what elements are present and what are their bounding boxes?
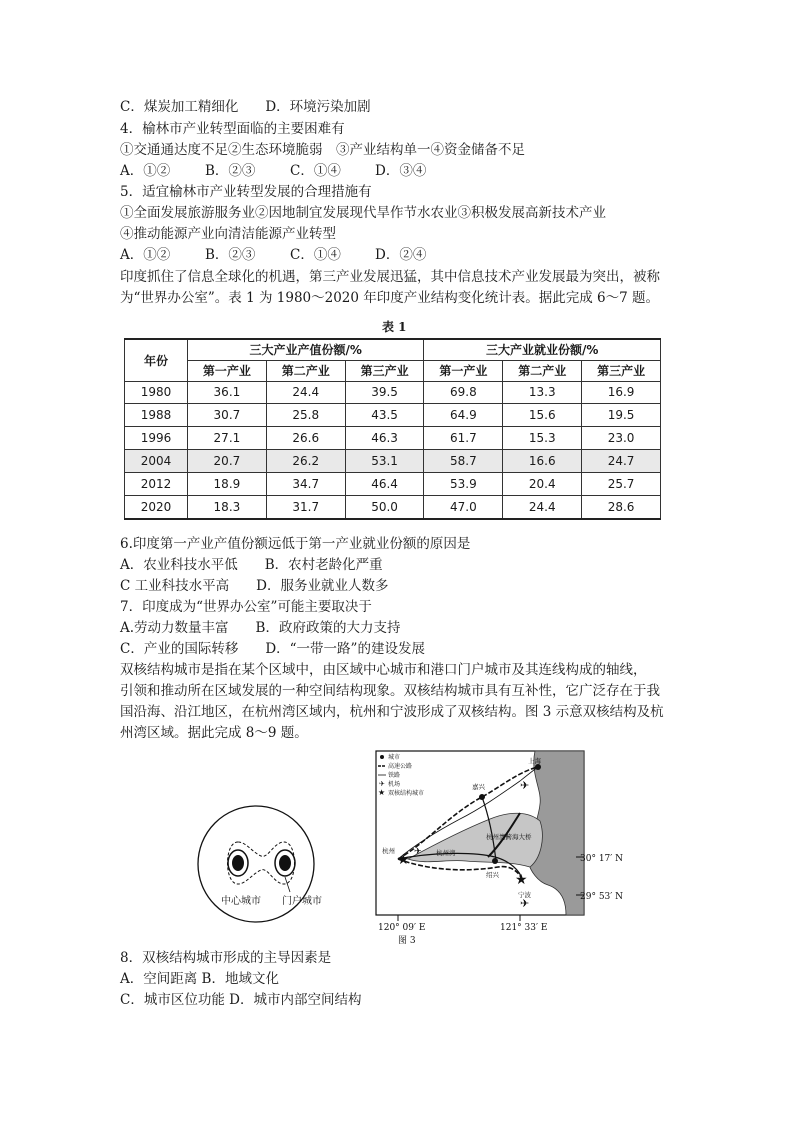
table-cell: 19.5 <box>582 404 661 427</box>
table-cell: 1980 <box>125 381 188 404</box>
double-core-diagram <box>186 800 336 925</box>
lat-bottom: 29° 53′ N <box>580 892 624 902</box>
table-cell: 23.0 <box>582 427 661 450</box>
table-cell: 15.6 <box>503 404 582 427</box>
q6-options-line2: C 工业科技水平高 D．服务业就业人数多 <box>120 578 389 594</box>
table-cell: 18.9 <box>188 472 267 495</box>
q7-options-line2: C．产业的国际转移 D．“一带一路”的建设发展 <box>120 641 425 657</box>
lon-left: 120° 09′ E <box>378 923 426 933</box>
svg-text:✈: ✈ <box>520 779 530 792</box>
legend-airport: 机场 <box>388 781 401 788</box>
table-cell: 26.2 <box>266 450 345 473</box>
table-cell: 64.9 <box>424 404 503 427</box>
table-row <box>125 404 661 427</box>
intro-6-7-line1: 印度抓住了信息全球化的机遇，第三产业发展迅猛，其中信息技术产业发展最为突出，被称 <box>120 269 660 285</box>
table-cell: 24.4 <box>503 495 582 519</box>
table-cell: 16.9 <box>582 381 661 404</box>
q7-options-line1: A.劳动力数量丰富 B．政府政策的大力支持 <box>120 620 401 636</box>
sub-header: 第三产业 <box>345 360 424 381</box>
table-row <box>125 427 661 450</box>
q5-items-line2: ④推动能源产业向清洁能源产业转型 <box>120 226 336 242</box>
table-cell: 46.3 <box>345 427 424 450</box>
star-icon: ★ <box>378 788 386 797</box>
table-cell: 1996 <box>125 427 188 450</box>
q4-option-b: B．②③ <box>205 163 256 179</box>
table-cell: 2012 <box>125 472 188 495</box>
svg-text:✈: ✈ <box>414 847 422 857</box>
table-cell: 1988 <box>125 404 188 427</box>
table-cell: 28.6 <box>582 495 661 519</box>
legend-highway: 高速公路 <box>388 763 413 770</box>
table-cell: 26.6 <box>266 427 345 450</box>
table-cell: 61.7 <box>424 427 503 450</box>
table-row <box>125 450 661 473</box>
table-cell: 25.7 <box>582 472 661 495</box>
sub-header: 第二产业 <box>503 360 582 381</box>
table-row <box>125 381 661 404</box>
table-cell: 30.7 <box>188 404 267 427</box>
q5-stem: 5．适宜榆林市产业转型发展的合理措施有 <box>120 184 372 200</box>
lon-right: 121° 33′ E <box>500 923 548 933</box>
label-jiaxing: 嘉兴 <box>472 783 485 791</box>
legend-city: 城市 <box>388 754 401 761</box>
q4-items: ①交通通达度不足②生态环境脆弱 ③产业结构单一④资金储备不足 <box>120 142 525 158</box>
output-share-header: 三大产业产值份额/% <box>188 339 424 360</box>
q5-option-d: D．②④ <box>375 247 427 263</box>
employment-share-header: 三大产业就业份额/% <box>424 339 661 360</box>
intro-8-9-line3: 国沿海、沿江地区，在杭州湾区域内，杭州和宁波形成了双核结构。图 3 示意双核结构及杭 <box>120 704 664 720</box>
table-cell: 20.7 <box>188 450 267 473</box>
q5-items-line1: ①全面发展旅游服务业②因地制宜发展现代旱作节水农业③积极发展高新技术产业 <box>120 205 606 221</box>
label-bridge: 杭州湾跨海大桥 <box>486 833 532 841</box>
q5-option-a: A．①② <box>120 247 171 263</box>
sub-header: 第三产业 <box>582 360 661 381</box>
table-cell: 34.7 <box>266 472 345 495</box>
legend-double-core: 双核结构城市 <box>388 790 425 797</box>
svg-text:★: ★ <box>515 872 528 888</box>
q4-option-a: A．①② <box>120 163 171 179</box>
table-row <box>125 495 661 519</box>
table-cell: 20.4 <box>503 472 582 495</box>
q4-stem: 4．榆林市产业转型面临的主要困难有 <box>120 121 345 137</box>
intro-6-7-line2: 为“世界办公室”。表 1 为 1980～2020 年印度产业结构变化统计表。据此完成 6～7 题。 <box>120 290 660 306</box>
label-hangzhou-bay: 杭州湾 <box>436 849 456 857</box>
table-cell: 46.4 <box>345 472 424 495</box>
center-city-label: 中心城市 <box>221 896 261 907</box>
table-cell: 27.1 <box>188 427 267 450</box>
table1 <box>124 338 661 520</box>
gate-city-label: 门户城市 <box>282 896 322 907</box>
q6-stem: 6.印度第一产业产值份额远低于第一产业就业份额的原因是 <box>120 536 471 552</box>
q4-option-c: C．①④ <box>290 163 341 179</box>
table-cell: 2004 <box>125 450 188 473</box>
q8-options-line1: A．空间距离 B．地域文化 <box>120 971 279 987</box>
svg-text:✈: ✈ <box>520 897 530 910</box>
table-cell: 69.8 <box>424 381 503 404</box>
airport-icon: ✈ <box>379 780 385 788</box>
table-cell: 24.4 <box>266 381 345 404</box>
figure3-caption: 图 3 <box>398 936 416 946</box>
table-cell: 53.9 <box>424 472 503 495</box>
q8-options-line2: C．城市区位功能 D．城市内部空间结构 <box>120 992 362 1008</box>
intro-8-9-line2: 引领和推动所在区域发展的一种空间结构现象。双核结构城市具有互补性，它广泛存在于我 <box>120 683 660 699</box>
q6-options-line1: A．农业科技水平低 B．农村老龄化严重 <box>120 557 383 573</box>
table-cell: 50.0 <box>345 495 424 519</box>
intro-8-9-line4: 州湾区域。据此完成 8～9 题。 <box>120 725 308 741</box>
q5-option-b: B．②③ <box>205 247 256 263</box>
table-cell: 31.7 <box>266 495 345 519</box>
lat-top: 30° 17′ N <box>580 854 624 864</box>
table-cell: 43.5 <box>345 404 424 427</box>
table-cell: 47.0 <box>424 495 503 519</box>
table-cell: 24.7 <box>582 450 661 473</box>
sub-header: 第二产业 <box>266 360 345 381</box>
legend-railway: 铁路 <box>388 772 401 779</box>
table-cell: 16.6 <box>503 450 582 473</box>
table-cell: 18.3 <box>188 495 267 519</box>
table-row <box>125 472 661 495</box>
q5-option-c: C．①④ <box>290 247 341 263</box>
year-header: 年份 <box>125 339 188 381</box>
q3-options: C．煤炭加工精细化 D．环境污染加剧 <box>120 99 371 115</box>
sub-header: 第一产业 <box>424 360 503 381</box>
sub-header: 第一产业 <box>188 360 267 381</box>
table-cell: 58.7 <box>424 450 503 473</box>
label-shaoxing: 绍兴 <box>486 871 499 879</box>
table-cell: 25.8 <box>266 404 345 427</box>
table1-caption: 表 1 <box>382 320 407 334</box>
table-cell: 2020 <box>125 495 188 519</box>
q4-option-d: D．③④ <box>375 163 427 179</box>
intro-8-9-line1: 双核结构城市是指在某个区域中，由区域中心城市和港口门户城市及其连线构成的轴线， <box>120 662 647 678</box>
table-cell: 15.3 <box>503 427 582 450</box>
q8-stem: 8．双核结构城市形成的主导因素是 <box>120 950 332 966</box>
label-ningbo: 宁波 <box>518 891 531 899</box>
svg-text:★: ★ <box>397 852 410 868</box>
label-hangzhou: 杭州 <box>382 847 395 855</box>
table-cell: 53.1 <box>345 450 424 473</box>
hangzhou-bay-map <box>370 749 640 949</box>
table-cell: 13.3 <box>503 381 582 404</box>
table-cell: 39.5 <box>345 381 424 404</box>
label-shanghai: 上海 <box>528 757 541 765</box>
table-cell: 36.1 <box>188 381 267 404</box>
q7-stem: 7．印度成为“世界办公室”可能主要取决于 <box>120 599 372 615</box>
